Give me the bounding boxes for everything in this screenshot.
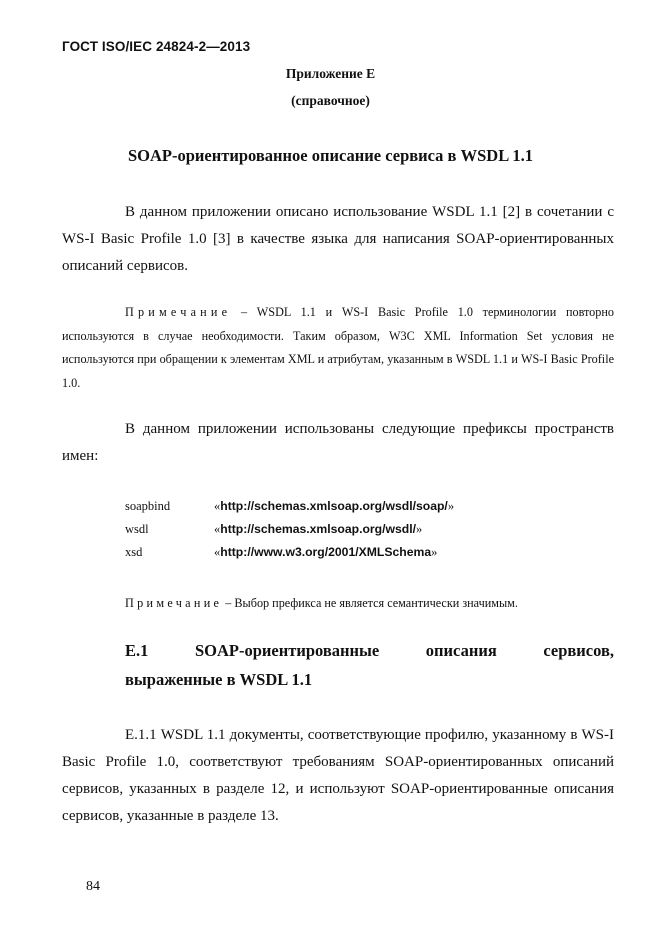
- namespace-uri: «http://schemas.xmlsoap.org/wsdl/soap/»: [214, 499, 455, 513]
- namespace-prefix: soapbind: [125, 499, 171, 513]
- intro-paragraph: В данном приложении описано использование WSDL 1.1 [2] в сочетании с WS-I Basic Profile 1.0 [3] в качестве языка для написания SOAP-ориентированных описаний сервисов.: [62, 204, 614, 274]
- prefixes-intro-paragraph: В данном приложении использованы следующие префиксы пространств имен:: [62, 421, 614, 464]
- paragraph-e11: Е.1.1 WSDL 1.1 документы, соответствующие профилю, указанному в WS-I Basic Profile 1.0, соответствуют требованиям SOAP-ориентированных описаний сервисов, указанных в разделе 12, и используют SOAP-ориентированные описания сервисов, указанные в разделе 13.: [62, 727, 614, 824]
- page-number: 84: [86, 879, 100, 894]
- namespace-prefix: xsd: [125, 545, 143, 559]
- section-title-word: SOAP-ориентированные: [194, 641, 380, 660]
- note-1: [62, 301, 614, 395]
- annex-label: Приложение Е: [285, 66, 376, 81]
- namespace-prefix: wsdl: [125, 522, 149, 536]
- note-2: [125, 596, 518, 611]
- note-2-text: – Выбор префикса не является семантически значимым.: [222, 596, 518, 610]
- note-2-label: Примечание: [125, 596, 223, 610]
- section-title-line2: выраженные в WSDL 1.1: [125, 670, 313, 689]
- section-title-word: сервисов,: [543, 641, 614, 660]
- namespace-uri: «http://schemas.xmlsoap.org/wsdl/»: [214, 522, 423, 536]
- standard-designation: ГОСТ ISO/IEC 24824-2—2013: [62, 39, 251, 54]
- section-number: Е.1: [125, 641, 149, 660]
- annex-title: SOAP-ориентированное описание сервиса в WSDL 1.1: [127, 146, 534, 165]
- note-1-text: – WSDL 1.1 и WS-I Basic Profile 1.0 терминологии повторно используются в случае необходимости. Таким образом, W3C XML Information Set условия не используются при обращении к элементам XML и атрибутам, указанным в WSDL 1.1 и WS-I Basic Profile 1.0.: [62, 305, 614, 390]
- annex-type: (справочное): [291, 93, 370, 108]
- note-1-label: Примечание: [125, 305, 232, 319]
- section-title-word: описания: [425, 641, 497, 660]
- namespace-uri: «http://www.w3.org/2001/XMLSchema»: [214, 545, 438, 559]
- section-heading: [125, 636, 614, 694]
